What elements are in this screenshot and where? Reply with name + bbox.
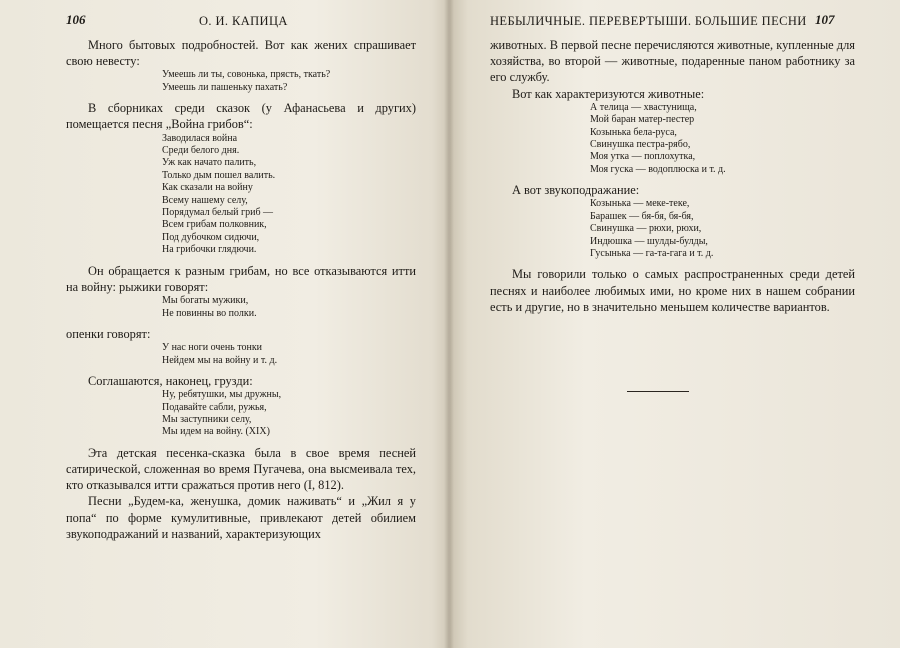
verse-line: Уж как начато палить, <box>162 157 257 169</box>
verse-line: Умеешь ли пашеньку пахать? <box>162 81 288 93</box>
end-rule <box>627 391 689 392</box>
verse-block <box>590 102 855 176</box>
verse-line: Барашек — бя-бя, бя-бя, <box>590 210 694 222</box>
paragraph: Мы говорили только о самых распространенных среди детей песнях и наиболее любимых ими, но кроме них в нашем собрании есть и другие, но в значительно меньшем количестве вариантов. <box>490 267 855 314</box>
verse-line: Моя гуска — водоплюска и т. д. <box>590 163 726 175</box>
verse-line: Козынька бела-руса, <box>590 126 677 138</box>
verse-line: Как сказали на войну <box>162 182 253 194</box>
right-page-text <box>490 37 855 315</box>
verse-line: На грибочки глядючи. <box>162 244 257 256</box>
right-page-number: 107 <box>815 12 835 27</box>
paragraph: Песни „Будем-ка, женушка, домик наживать“ и „Жил я у попа“ по форме кумулитивные, привлекают детей обилием звукоподражаний и названий, характеризующих <box>66 494 416 541</box>
verse-block <box>590 198 855 260</box>
book-gutter <box>444 0 454 648</box>
verse-line: Нейдем мы на войну и т. д. <box>162 354 278 366</box>
verse-line: А телица — хвастунища, <box>590 101 697 113</box>
verse-line: Свинушка пестра-рябо, <box>590 139 691 151</box>
paragraph: А вот звукоподражание: <box>512 183 640 198</box>
verse-block <box>162 295 416 320</box>
verse-line: Моя утка — поплохутка, <box>590 151 696 163</box>
verse-line: Заводилася война <box>162 132 238 144</box>
paragraph: Он обращается к разным грибам, но все отказываются итти на войну: рыжики говорят: <box>66 263 416 294</box>
paragraph: Много бытовых подробностей. Вот как жених спрашивает свою невесту: <box>66 38 416 69</box>
verse-line: Ну, ребятушки, мы дружны, <box>162 389 282 401</box>
right-page <box>450 0 900 648</box>
verse-line: Подавайте сабли, ружья, <box>162 401 267 413</box>
verse-line: Среди белого дня. <box>162 145 240 157</box>
verse-line: Мой баран матер-пестер <box>590 114 695 126</box>
left-page-text <box>66 37 416 542</box>
verse-block <box>162 69 416 94</box>
verse-line: Не повинны во полки. <box>162 307 257 319</box>
left-running-head: О. И. КАПИЦА <box>199 14 288 28</box>
verse-line: Мы идем на войну. (XIX) <box>162 426 270 438</box>
verse-line: Всем грибам полковник, <box>162 219 267 231</box>
paragraph: Вот как характеризуются животные: <box>512 86 705 101</box>
paragraph: опенки говорят: <box>66 326 151 341</box>
verse-line: Индюшка — шулды-булды, <box>590 235 708 247</box>
verse-line: Под дубочком сидючи, <box>162 231 260 243</box>
paragraph: Эта детская песенка-сказка была в свое время песней сатирической, сложенная во время Пугачева, она высмеивала тех, кто отказывался итти сражаться против него (I, 812). <box>66 445 416 493</box>
paragraph: животных. В первой песне перечисляются животные, купленные для хозяйства, во второй — животные, подаренные паном работнику за его службу. <box>490 38 855 85</box>
verse-line: Только дым пошел валить. <box>162 169 276 181</box>
left-page-number: 106 <box>66 12 86 27</box>
verse-block <box>162 389 416 439</box>
verse-line: Козынька — меке-теке, <box>590 198 690 210</box>
verse-line: Мы богаты мужики, <box>162 295 249 307</box>
paragraph: Соглашаются, наконец, грузди: <box>88 373 253 388</box>
right-running-head: НЕБЫЛИЧНЫЕ. ПЕРЕВЕРТЫШИ. БОЛЬШИЕ ПЕСНИ <box>490 14 807 28</box>
verse-line: Всему нашему селу, <box>162 194 248 206</box>
verse-line: У нас ноги очень тонки <box>162 342 263 354</box>
paragraph: В сборниках среди сказок (у Афанасьева и других) помещается песня „Война грибов“: <box>66 101 416 132</box>
verse-line: Порядумал белый гриб — <box>162 207 274 219</box>
verse-line: Мы заступники селу, <box>162 413 252 425</box>
verse-line: Умеешь ли ты, совонька, прясть, ткать? <box>162 69 331 81</box>
verse-block <box>162 342 416 367</box>
verse-line: Свинушка — рюхи, рюхи, <box>590 223 702 235</box>
verse-line: Гусынька — га-та-гага и т. д. <box>590 248 714 260</box>
verse-block <box>162 133 416 257</box>
